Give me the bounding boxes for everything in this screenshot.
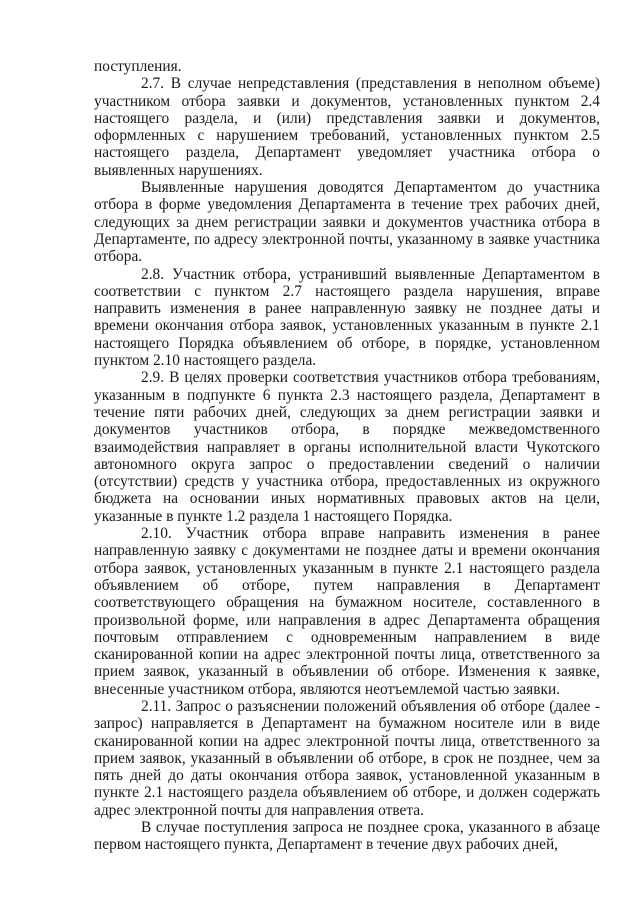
document-paragraph: поступления. [94, 58, 182, 75]
document-paragraph: 2.9. В целях проверки соответствия участников отбора требованиям, указанным в подпункте 6 пункта 2.3 настоящего раздела, Департамент в течение пяти рабочих дней, следующих за днем регистрации заявки и документов участников отбора, в порядке межведомственного взаимодействия направляет в органы исполнительной власти Чукотского автономного округа запрос о предоставлении сведений о наличии (отсутствии) средств у участника отбора, предоставленных из окружного бюджета на основании иных нормативных правовых актов на цели, указанные в пункте 1.2 раздела 1 настоящего Порядка. [94, 369, 600, 525]
document-body [94, 58, 600, 854]
document-paragraph: Выявленные нарушения доводятся Департаментом до участника отбора в форме уведомления Департамента в течение трех рабочих дней, следующих за днем регистрации заявки и документов участника отбора в Департаменте, по адресу электронной почты, указанному в заявке участника отбора. [94, 179, 600, 266]
document-paragraph: В случае поступления запроса не позднее срока, указанного в абзаце первом настоящего пункта, Департамент в течение двух рабочих дней, [94, 819, 600, 854]
document-paragraph: 2.11. Запрос о разъяснении положений объявления об отборе (далее - запрос) направляется в Департамент на бумажном носителе или в виде сканированной копии на адрес электронной почты лица, ответственного за прием заявок, указанный в объявлении об отборе, в срок не позднее, чем за пять дней до даты окончания отбора заявок, установленной указанным в пункте 2.1 настоящего раздела объявлением об отборе, и должен содержать адрес электронной почты для направления ответа. [94, 697, 600, 819]
document-paragraph: 2.7. В случае непредставления (представления в неполном объеме) участником отбора заявки и документов, установленных пунктом 2.4 настоящего раздела, и (или) представления заявки и документов, оформленных с нарушением требований, установленных пунктом 2.5 настоящего раздела, Департамент уведомляет участника отбора о выявленных нарушениях. [94, 75, 600, 179]
document-paragraph: 2.8. Участник отбора, устранивший выявленные Департаментом в соответствии с пунктом 2.7 настоящего раздела нарушения, вправе направить изменения в ранее направленную заявку не позднее даты и времени окончания отбора заявок, установленных указанным в пункте 2.1 настоящего Порядка объявлением об отборе, в порядке, установленном пунктом 2.10 настоящего раздела. [94, 265, 600, 370]
document-paragraph: 2.10. Участник отбора вправе направить изменения в ранее направленную заявку с документами не позднее даты и времени окончания отбора заявок, установленных указанным в пункте 2.1 настоящего раздела объявлением об отборе, путем направления в Департамент соответствующего обращения на бумажном носителе, составленного в произвольной форме, или направления в адрес Департамента обращения почтовым отправлением с одновременным направлением в виде сканированной копии на адрес электронной почты лица, ответственного за прием заявок, указанный в объявлении об отборе. Изменения к заявке, внесенные участником отбора, являются неотъемлемой частью заявки. [94, 525, 600, 698]
